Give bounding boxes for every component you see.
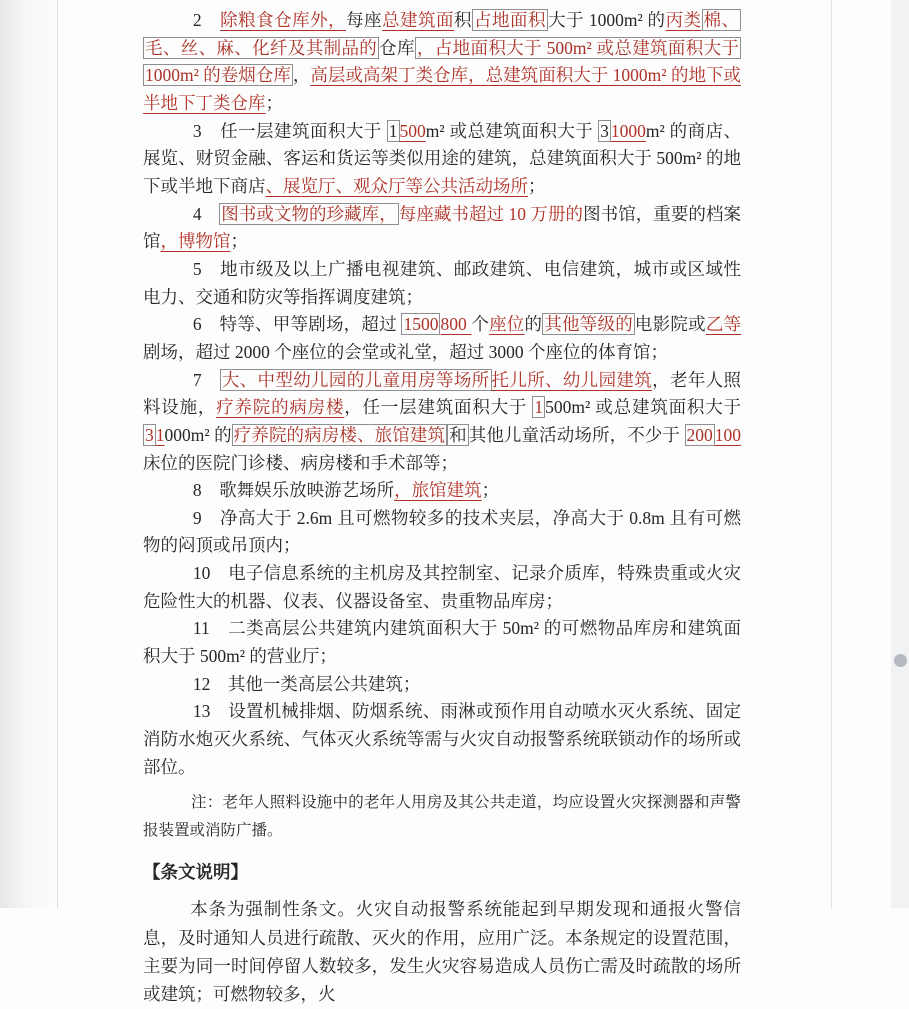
text-run: 13 (192, 701, 229, 722)
text-run: 【条文说明】 (143, 862, 248, 883)
text-run: 高层或高架丁类仓库，总建筑面积大于 1000m² 的地下或半地下丁类仓库 (143, 65, 742, 113)
text-run: 其他一类高层公共建筑； (227, 673, 421, 694)
paragraph (143, 895, 741, 1008)
text-run: 疗养院的病房楼 (216, 397, 345, 418)
text-run: 个 (471, 314, 490, 335)
text-run: ； (230, 231, 248, 252)
text-run: 积 (454, 10, 473, 30)
note-paragraph (143, 789, 741, 845)
text-run: 歌舞娱乐放映游艺场所 (219, 480, 395, 501)
paragraph (143, 560, 741, 615)
text-run: 乙等 (705, 314, 742, 335)
text-run: 大于 1000m² 的 (547, 10, 666, 30)
text-run: 地市级及以上广播电视建筑、邮政建筑、电信建筑，城市或区域性电力、交通和防灾等指挥调度建筑； (143, 258, 742, 307)
text-run: 总建筑面 (382, 10, 455, 30)
paragraph (143, 698, 741, 781)
text-run: 占地面积 (474, 10, 546, 30)
text-run: 的 (524, 314, 543, 335)
text-run: ，博物馆 (160, 231, 231, 252)
text-run: 2 (192, 10, 221, 30)
text-run: 500m² 或总建筑面积大于 (545, 397, 742, 418)
paragraph (143, 477, 741, 505)
text-run: 9 (192, 507, 221, 528)
text-run: 800 (440, 314, 472, 335)
page-right-edge-line (831, 0, 832, 908)
text-run: ； (481, 480, 500, 501)
text-run: 疗养院的病房楼、旅馆建筑 (233, 424, 446, 445)
text-run: 6 (192, 314, 220, 335)
page-left-edge-shadow (0, 0, 58, 908)
text-run: ，老年人照料设施， (143, 369, 742, 418)
text-run: 特等、甲等剧场，超过 (219, 314, 402, 335)
scrollbar-thumb[interactable] (894, 654, 907, 667)
paragraph (143, 7, 741, 118)
text-run: 1 (388, 120, 398, 141)
text-run: ； (265, 92, 283, 113)
text-run: 1500 (403, 314, 439, 335)
text-run: 11 (192, 618, 229, 639)
text-run: 电子信息系统的主机房及其控制室、记录介质库，特殊贵重或火灾危险性大的机器、仪表、仪器设备室、贵重物品库房； (143, 563, 741, 611)
text-run: 7 (192, 369, 220, 390)
text-run: 和 (449, 424, 467, 445)
text-run: 设置机械排烟、防烟系统、雨淋或预作用自动喷水灭火系统、固定消防水炮灭火系统、气体灭火系统等需与火灾自动报警系统联锁动作的场所或部位。 (143, 701, 741, 777)
text-run: 丙类 (665, 10, 702, 30)
text-run: ，任一层建筑面积大于 (344, 397, 533, 418)
text-run: 仓库 (379, 37, 415, 58)
text-run: ， (292, 65, 311, 86)
text-run: m² 或总建筑面积大于 (425, 120, 599, 141)
text-run: ，旅馆建筑 (394, 480, 482, 501)
paragraph (143, 201, 741, 256)
text-run: 100 (714, 424, 742, 445)
text-run: 棉、毛、丝、麻、化纤及其制品的 (145, 10, 740, 58)
text-run: 净高大于 2.6m 且可燃物较多的技术夹层，净高大于 0.8m 且有可燃物的闷顶或吊顶内； (143, 507, 742, 556)
text-run: 除粮食仓库外， (220, 10, 347, 30)
text-run: ，占地面积大于 500m² 或总建筑面积大于 1000m² 的卷烟仓库 (145, 37, 739, 86)
text-run: 3 (192, 120, 221, 141)
scrollbar-track[interactable] (891, 0, 909, 908)
text-run: 本条为强制性条文。火灾自动报警系统能起到早期发现和通报火警信息，及时通知人员进行疏散、灭火的作用，应用广泛。本条规定的设置范围，主要为同一时间停留人数较多，发生火灾容易造成人员伤亡需及时疏散的场所或建筑；可燃物较多，火 (143, 899, 741, 1005)
text-run: 1000 (610, 120, 646, 141)
text-run: 电影院或 (634, 314, 706, 335)
text-run: 剧场，超过 2000 个座位的会堂或礼堂，超过 3000 个座位的体育馆； (143, 341, 668, 362)
paragraph (143, 367, 741, 478)
paragraph (143, 118, 741, 201)
text-run: ； (528, 175, 546, 196)
paragraph (143, 615, 741, 670)
text-run: 000m² 的 (164, 424, 232, 445)
text-run: 托儿所、幼儿园建筑 (491, 369, 653, 390)
text-run: 图书馆，重要的档案馆 (143, 203, 742, 252)
text-run: 1 (534, 397, 544, 418)
text-run: 任一层建筑面积大于 (220, 120, 387, 141)
text-run: 每座 (346, 10, 383, 30)
text-run: 500 (399, 120, 426, 141)
text-run: 12 (192, 673, 228, 694)
text-run: 1 (155, 424, 165, 445)
paragraph (143, 505, 741, 560)
text-run: 3 (600, 120, 609, 141)
text-run: 床位的医院门诊楼、病房楼和手术部等； (143, 452, 458, 473)
text-run: 图书或文物的珍藏库， (221, 203, 397, 224)
text-run: 大、中型幼儿园的儿童用房等场所 (221, 369, 490, 390)
text-run: 8 (192, 480, 220, 501)
text-run: 注：老年人照料设施中的老年人用房及其公共走道，均应设置火灾探测器和声警报装置或消防广播。 (143, 794, 741, 840)
text-run: 其他儿童活动场所，不少于 (468, 424, 685, 445)
paragraph (143, 256, 741, 311)
text-run: 4 (192, 203, 220, 224)
text-run: 其他等级的 (544, 314, 633, 335)
text-run: 每座藏书超过 10 万册的 (398, 203, 584, 224)
paragraph (143, 671, 741, 699)
text-run: 、展览厅、观众厅等公共活动场所 (265, 175, 528, 196)
text-run: 10 (192, 563, 229, 584)
text-run: 二类高层公共建筑内建筑面积大于 50m² 的可燃物品库房和建筑面积大于 500m² 的营业厅； (143, 618, 741, 667)
text-run: 座位 (489, 314, 525, 335)
document-page (58, 0, 831, 1005)
section-heading (143, 858, 741, 886)
text-run: 200 (686, 424, 713, 445)
text-run: 5 (192, 258, 221, 279)
paragraph (143, 311, 741, 366)
text-run: 3 (145, 424, 154, 445)
text-run: m² 的商店、展览、财贸金融、客运和货运等类似用途的建筑，总建筑面积大于 500m² 的地下或半地下商店 (143, 120, 742, 196)
